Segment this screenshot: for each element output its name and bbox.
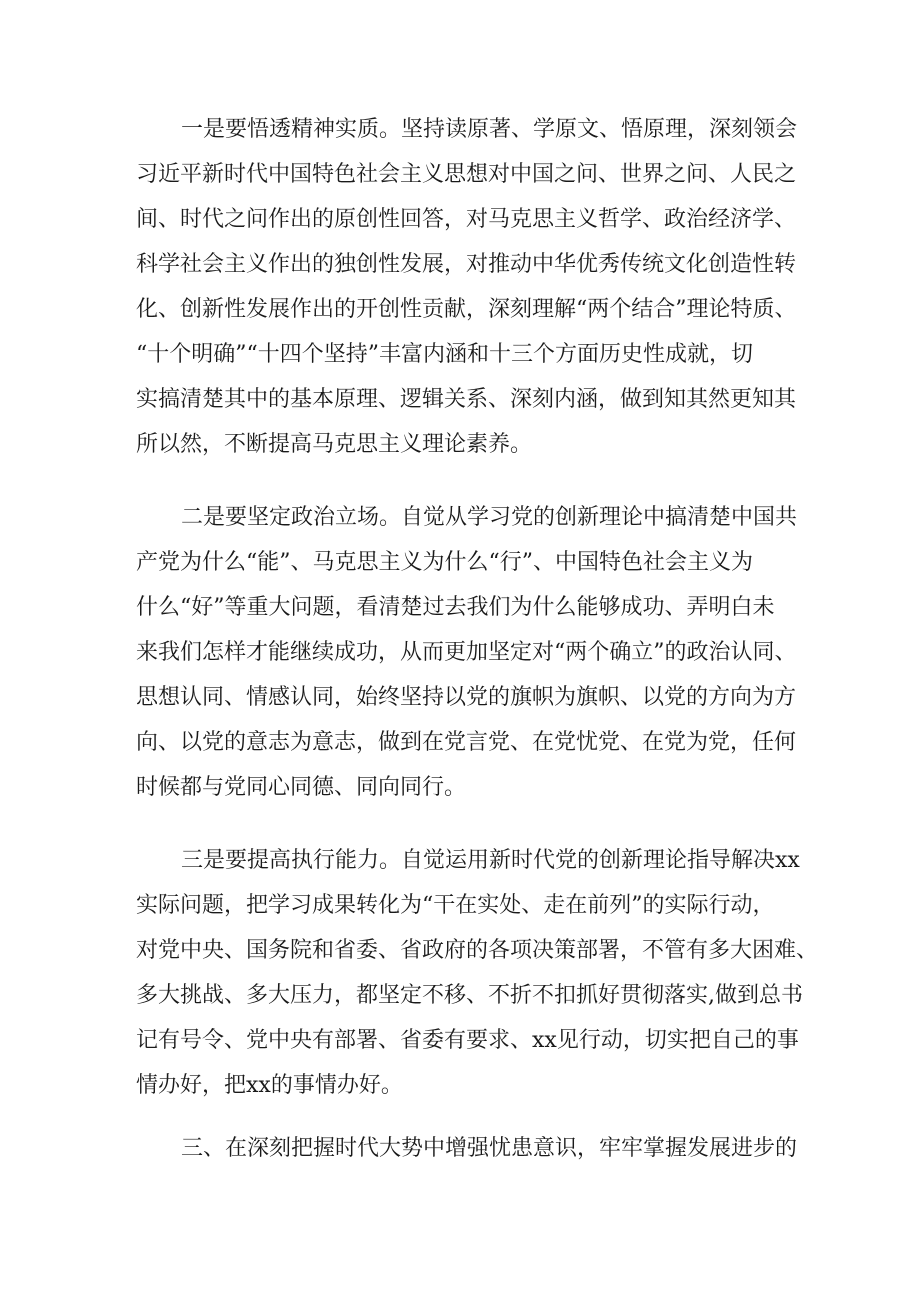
text-line: 二是要坚定政治立场。自觉从学习党的创新理论中搞清楚中国共 [181,505,798,530]
text-line: 间、时代之问作出的原创性回答，对马克思主义哲学、政治经济学、 [136,207,797,232]
text-line: 化、创新性发展作出的开创性贡献，深刻理解“两个结合”理论特质、 [136,297,797,322]
text-line: 对党中央、国务院和省委、省政府的各项决策部署，不管有多大困难、 [136,938,819,963]
text-line: 实际问题，把学习成果转化为“干在实处、走在前列”的实际行动， [136,893,775,918]
text-line: 来我们怎样才能继续成功，从而更加坚定对“两个确立”的政治认同、 [136,640,797,665]
text-line: 记有号令、党中央有部署、省委有要求、xx见行动，切实把自己的事 [136,1028,799,1053]
text-line: 什么“好”等重大问题，看清楚过去我们为什么能够成功、弄明白未 [136,595,775,620]
text-line: “十个明确”“十四个坚持”丰富内涵和十三个方面历史性成就，切 [136,342,753,367]
text-line: 三是要提高执行能力。自觉运用新时代党的创新理论指导解决xx [181,848,800,873]
text-line: 实搞清楚其中的基本原理、逻辑关系、深刻内涵，做到知其然更知其 [136,387,797,412]
text-line: 思想认同、情感认同，始终坚持以党的旗帜为旗帜、以党的方向为方 [136,685,797,710]
text-line: 三、在深刻把握时代大势中增强忧患意识，牢牢掌握发展进步的 [181,1136,798,1161]
text-line: 产党为什么“能”、马克思主义为什么“行”、中国特色社会主义为 [136,550,753,575]
text-line: 一是要悟透精神实质。坚持读原著、学原文、悟原理，深刻领会 [181,117,798,142]
text-line: 时候都与党同心同德、同向同行。 [136,775,467,800]
text-line: 所以然，不断提高马克思主义理论素养。 [136,432,533,457]
text-line: 多大挑战、多大压力，都坚定不移、不折不扣抓好贯彻落实,做到总书 [136,983,803,1008]
text-line: 习近平新时代中国特色社会主义思想对中国之问、世界之问、人民之 [136,162,797,187]
text-line: 科学社会主义作出的独创性发展，对推动中华优秀传统文化创造性转 [136,252,797,277]
text-line: 情办好，把xx的事情办好。 [136,1073,403,1098]
text-line: 向、以党的意志为意志，做到在党言党、在党忧党、在党为党，任何 [136,730,797,755]
